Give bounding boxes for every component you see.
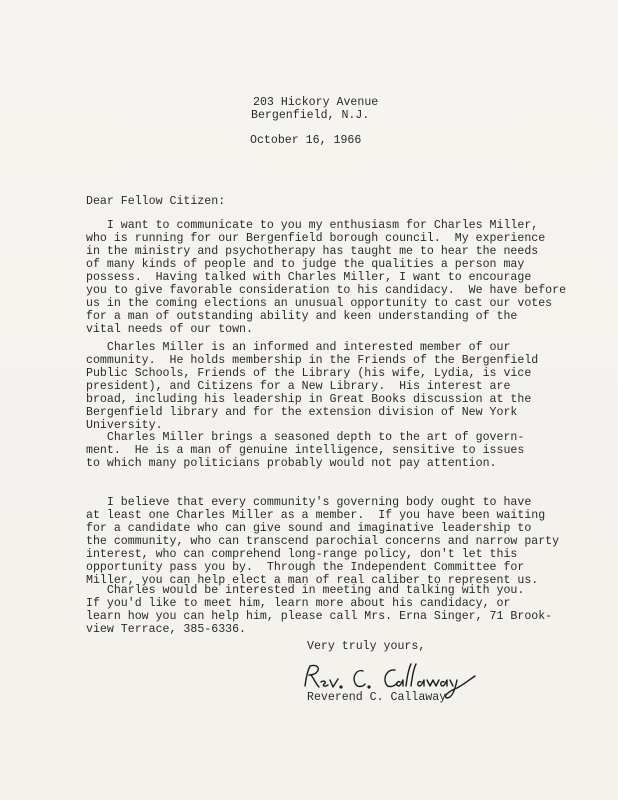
address-city: Bergenfield, N.J.: [251, 109, 370, 122]
paragraph-line: for a man of outstanding ability and keen understanding of the: [86, 310, 518, 323]
salutation: Dear Fellow Citizen:: [86, 195, 226, 208]
paragraph-line: president), and Citizens for a New Library. His interest are: [86, 380, 511, 393]
paragraph-line: vital needs of our town.: [86, 323, 253, 336]
paragraph-line: Charles Miller brings a seasoned depth to the art of govern-: [86, 431, 525, 444]
paragraph-line: view Terrace, 385-6336.: [86, 623, 247, 636]
paragraph-line: community. He holds membership in the Friends of the Bergenfield: [86, 354, 539, 367]
paragraph-3: [86, 431, 586, 470]
paragraph-line: to which many politicians probably would not pay attention.: [86, 457, 497, 470]
paragraph-line: I believe that every community's governing body ought to have: [86, 496, 532, 509]
sender-address: [253, 96, 453, 122]
closing: Very truly yours,: [307, 640, 426, 653]
paragraph-line: the community, who can transcend parochial concerns and narrow party: [86, 535, 560, 548]
paragraph-line: I want to communicate to you my enthusiasm for Charles Miller,: [86, 219, 539, 232]
signer-name: Reverend C. Callaway: [307, 691, 447, 704]
paragraph-line: possess. Having talked with Charles Miller, I want to encourage: [86, 271, 532, 284]
paragraph-line: Bergenfield library and for the extension division of New York: [86, 406, 518, 419]
paragraph-line: us in the coming elections an unusual opportunity to cast our votes: [86, 297, 553, 310]
paragraph-line: learn how you can help him, please call Mrs. Erna Singer, 71 Brook-: [86, 610, 553, 623]
paragraph-line: Miller, you can help elect a man of real caliber to represent us.: [86, 574, 539, 587]
paragraph-line: Charles Miller is an informed and interested member of our: [86, 341, 511, 354]
paragraph-line: Public Schools, Friends of the Library (his wife, Lydia, is vice: [86, 367, 532, 380]
paragraph-line: ment. He is a man of genuine intelligence, sensitive to issues: [86, 444, 525, 457]
paragraph-4: [86, 496, 586, 587]
paragraph-line: University.: [86, 419, 163, 432]
paragraph-line: interest, who can comprehend long-range policy, don't let this: [86, 548, 518, 561]
paragraph-line: Charles would be interested in meeting and talking with you.: [86, 584, 525, 597]
paragraph-5: [86, 584, 586, 636]
paragraph-line: If you'd like to meet him, learn more about his candidacy, or: [86, 597, 511, 610]
paragraph-line: you to give favorable consideration to his candidacy. We have before: [86, 284, 567, 297]
address-street: 203 Hickory Avenue: [253, 96, 379, 109]
paragraph-line: of many kinds of people and to judge the qualities a person may: [86, 258, 525, 271]
paragraph-1: [86, 219, 586, 336]
paragraph-line: opportunity pass you by. Through the Independent Committee for: [86, 561, 525, 574]
paragraph-line: broad, including his leadership in Great Books discussion at the: [86, 393, 532, 406]
letter-date: October 16, 1966: [250, 134, 362, 147]
paragraph-line: for a candidate who can give sound and imaginative leadership to: [86, 522, 532, 535]
paragraph-line: at least one Charles Miller as a member. If you have been waiting: [86, 509, 546, 522]
paragraph-line: who is running for our Bergenfield borough council. My experience: [86, 232, 546, 245]
paragraph-line: in the ministry and psychotherapy has taught me to hear the needs: [86, 245, 539, 258]
paragraph-2: [86, 341, 586, 432]
